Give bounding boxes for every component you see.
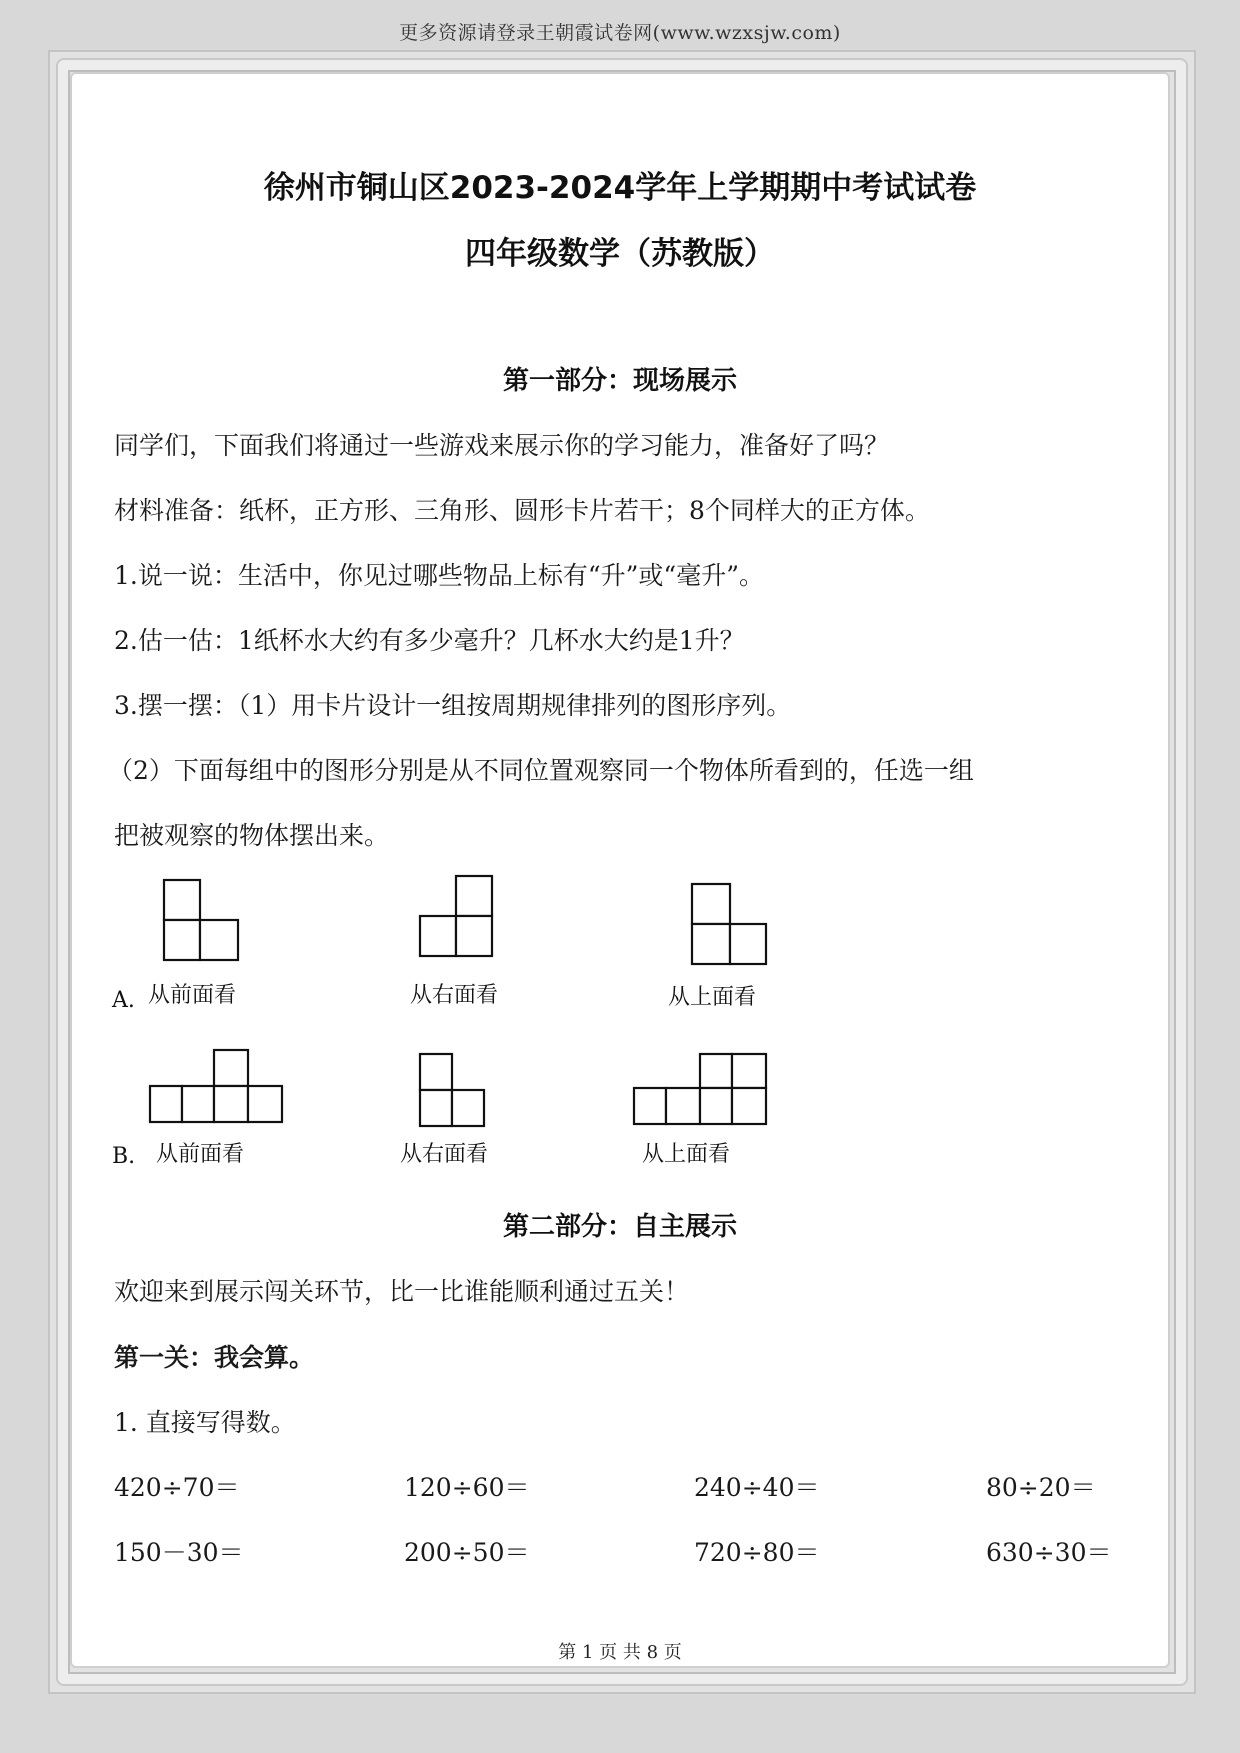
question-3b-line1: （2）下面每组中的图形分别是从不同位置观察同一个物体所看到的，任选一组 xyxy=(108,756,974,785)
option-a-right-view xyxy=(418,874,498,960)
exam-title: 徐州市铜山区2023-2024学年上学期期中考试试卷 xyxy=(263,170,977,206)
calc-item: 120÷60＝ xyxy=(404,1473,530,1502)
option-a-label: A. xyxy=(112,988,135,1013)
option-b-top-view xyxy=(632,1052,770,1128)
question-3: 3.摆一摆：（1）用卡片设计一组按周期规律排列的图形序列。 xyxy=(114,691,792,720)
calc-item: 150－30＝ xyxy=(114,1538,244,1567)
question-3b-line2: 把被观察的物体摆出来。 xyxy=(114,821,390,850)
calc-item: 720÷80＝ xyxy=(694,1538,820,1567)
option-a-top-caption: 从上面看 xyxy=(668,985,757,1010)
calc-item: 240÷40＝ xyxy=(694,1473,820,1502)
option-b-right-caption: 从右面看 xyxy=(400,1142,489,1167)
part2-intro: 欢迎来到展示闯关环节，比一比谁能顺利通过五关！ xyxy=(114,1277,690,1306)
option-a-front-view xyxy=(162,878,242,964)
part2-heading: 第二部分：自主展示 xyxy=(502,1212,737,1242)
level1-heading: 第一关：我会算。 xyxy=(114,1343,315,1372)
option-a-top-view xyxy=(690,882,770,968)
calc-item: 420÷70＝ xyxy=(114,1473,240,1502)
option-b-front-view xyxy=(148,1048,286,1126)
calc-item: 80÷20＝ xyxy=(986,1473,1096,1502)
exam-subtitle: 四年级数学（苏教版） xyxy=(465,236,775,272)
option-b-label: B. xyxy=(112,1144,136,1169)
option-a-front-caption: 从前面看 xyxy=(148,983,237,1008)
option-a-right-caption: 从右面看 xyxy=(410,983,499,1008)
level1-question-1: 1. 直接写得数。 xyxy=(114,1408,296,1437)
top-watermark-note: 更多资源请登录王朝霞试卷网(www.wzxsjw.com) xyxy=(399,22,841,44)
calc-item: 200÷50＝ xyxy=(404,1538,530,1567)
page-number: 第 1 页 共 8 页 xyxy=(558,1642,682,1663)
option-b-front-caption: 从前面看 xyxy=(156,1142,245,1167)
part1-heading: 第一部分：现场展示 xyxy=(502,366,737,396)
materials-line: 材料准备：纸杯，正方形、三角形、圆形卡片若干；8个同样大的正方体。 xyxy=(114,496,930,525)
question-1: 1.说一说：生活中，你见过哪些物品上标有“升”或“毫升”。 xyxy=(114,561,764,590)
part1-intro: 同学们，下面我们将通过一些游戏来展示你的学习能力，准备好了吗？ xyxy=(114,431,890,460)
calc-item: 630÷30＝ xyxy=(986,1538,1112,1567)
option-b-top-caption: 从上面看 xyxy=(642,1142,731,1167)
option-b-right-view xyxy=(418,1052,488,1130)
question-2: 2.估一估：1纸杯水大约有多少毫升？几杯水大约是1升？ xyxy=(114,626,745,655)
